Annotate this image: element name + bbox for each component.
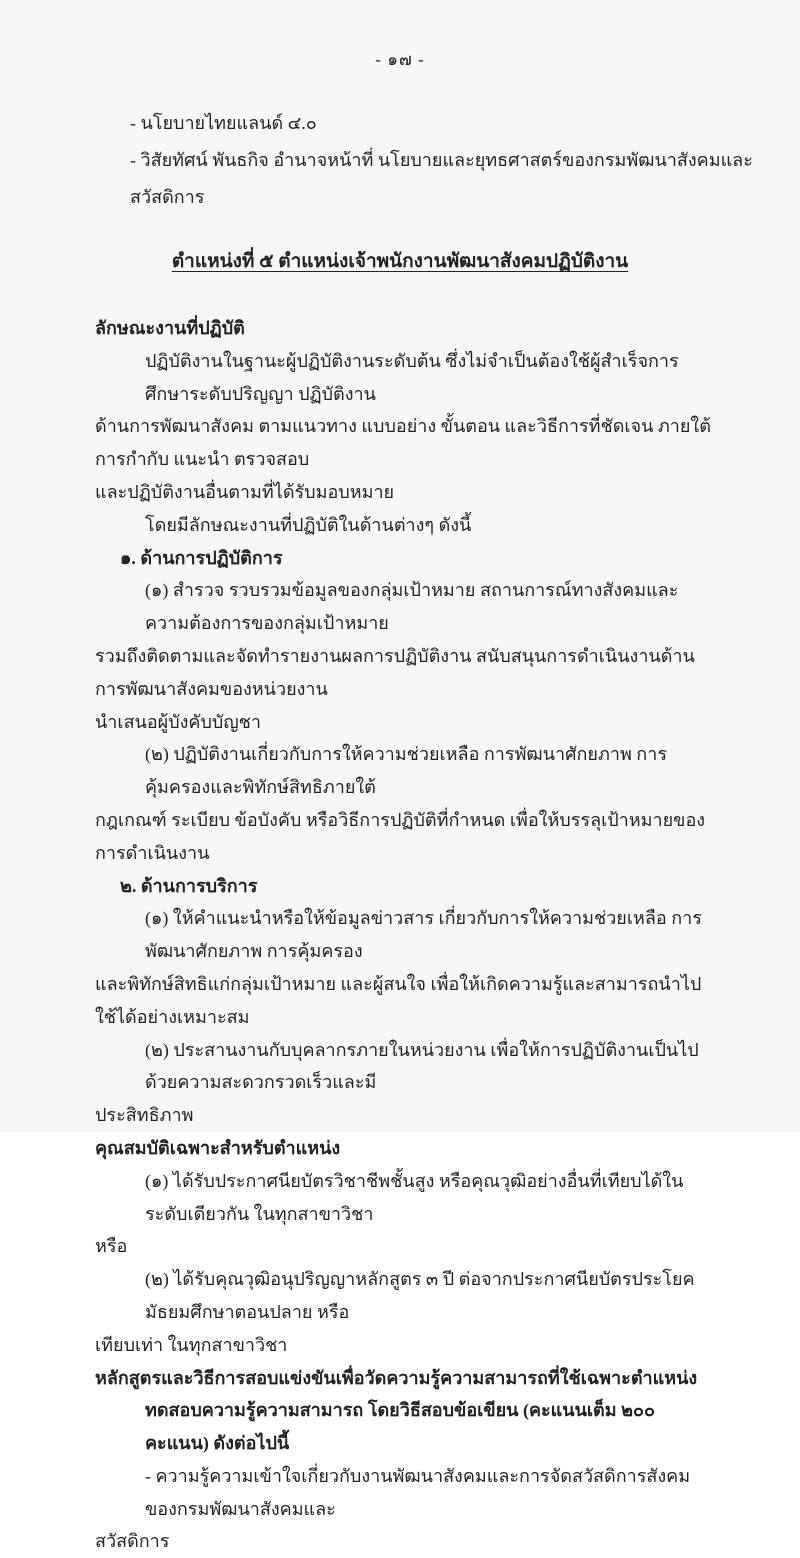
text-line: (๒) ได้รับคุณวุฒิอนุปริญญาหลักสูตร ๓ ปี ต่อจากประกาศนียบัตรประโยคมัธยมศึกษาตอนปลาย หรือ xyxy=(145,1269,695,1322)
position-title: ตำแหน่งที่ ๕ ตำแหน่งเจ้าพนักงานพัฒนาสังคมปฏิบัติงาน xyxy=(171,251,629,272)
section-heading-exam-method: หลักสูตรและวิธีการสอบแข่งขันเพื่อวัดความรู้ความสามารถที่ใช้เฉพาะตำแหน่ง xyxy=(95,1367,698,1388)
text-line: และปฏิบัติงานอื่นตามที่ได้รับมอบหมาย xyxy=(95,481,395,502)
text-line: เทียบเท่า ในทุกสาขาวิชา xyxy=(95,1334,288,1355)
intro-item-vision-mission: - วิสัยทัศน์ พันธกิจ อำนาจหน้าที่ นโยบายและยุทธศาสตร์ของกรมพัฒนาสังคมและสวัสดิการ xyxy=(130,150,753,207)
text-line: (๒) ประสานงานกับบุคลากรภายในหน่วยงาน เพื่อให้การปฏิบัติงานเป็นไปด้วยความสะดวกรวดเร็วและมี xyxy=(145,1039,699,1093)
text-line: และพิทักษ์สิทธิแก่กลุ่มเป้าหมาย และผู้สนใจ เพื่อให้เกิดความรู้และสามารถนำไปใช้ได้อย่างเหมาะสม xyxy=(95,973,702,1027)
text-line: สวัสดิการ xyxy=(95,1531,170,1552)
section-heading-qualifications: คุณสมบัติเฉพาะสำหรับตำแหน่ง xyxy=(95,1137,341,1158)
text-line: (๑) ได้รับประกาศนียบัตรวิชาชีพชั้นสูง หรือคุณวุฒิอย่างอื่นที่เทียบได้ในระดับเดียวกัน ในทุกสาขาวิชา xyxy=(145,1170,684,1224)
text-line: (๒) ปฏิบัติงานเกี่ยวกับการให้ความช่วยเหลือ การพัฒนาศักยภาพ การคุ้มครองและพิทักษ์สิทธิภายใต้ xyxy=(145,744,667,798)
intro-list xyxy=(130,105,800,216)
document-body xyxy=(95,312,715,1558)
text-line: รวมถึงติดตามและจัดทำรายงานผลการปฏิบัติงาน สนับสนุนการดำเนินงานด้านการพัฒนาสังคมของหน่วยงาน xyxy=(95,645,695,699)
section-heading-service: ๒. ด้านการบริการ xyxy=(120,875,258,896)
text-line: ปฏิบัติงานในฐานะผู้ปฏิบัติงานระดับต้น ซึ่งไม่จำเป็นต้องใช้ผู้สำเร็จการศึกษาระดับปริญญา ปฏิบัติงาน xyxy=(145,350,679,404)
text-line: โดยมีลักษณะงานที่ปฏิบัติในด้านต่างๆ ดังนี้ xyxy=(145,514,472,535)
exam-score-line: ทดสอบความรู้ความสามารถ โดยวิธีสอบข้อเขียน (คะแนนเต็ม ๒๐๐ คะแนน) ดังต่อไปนี้ xyxy=(145,1400,655,1454)
text-line: (๑) สำรวจ รวบรวมข้อมูลของกลุ่มเป้าหมาย สถานการณ์ทางสังคมและความต้องการของกลุ่มเป้าหมาย xyxy=(145,580,679,634)
text-line: นำเสนอผู้บังคับบัญชา xyxy=(95,711,261,732)
section-heading-operations: ๑. ด้านการปฏิบัติการ xyxy=(120,547,283,568)
section-heading-job-description: ลักษณะงานที่ปฏิบัติ xyxy=(95,318,245,338)
page-number: - ๑๗ - xyxy=(375,50,425,69)
intro-item-thailand-policy: - นโยบายไทยแลนด์ ๔.๐ xyxy=(130,113,317,133)
text-line: ด้านการพัฒนาสังคม ตามแนวทาง แบบอย่าง ขั้นตอน และวิธีการที่ชัดเจน ภายใต้การกำกับ แนะนำ ตรวจสอบ xyxy=(95,416,711,470)
text-line: หรือ xyxy=(95,1236,128,1257)
text-line: กฎเกณฑ์ ระเบียบ ข้อบังคับ หรือวิธีการปฏิบัติที่กำหนด เพื่อให้บรรลุเป้าหมายของการดำเนินงาน xyxy=(95,809,706,863)
text-line: (๑) ให้คำแนะนำหรือให้ข้อมูลข่าวสาร เกี่ยวกับการให้ความช่วยเหลือ การพัฒนาศักยภาพ การคุ้มครอง xyxy=(145,908,702,962)
text-line: - ความรู้ความเข้าใจเกี่ยวกับงานพัฒนาสังคมและการจัดสวัสดิการสังคมของกรมพัฒนาสังคมและ xyxy=(145,1465,691,1519)
text-line: ประสิทธิภาพ xyxy=(95,1105,194,1126)
